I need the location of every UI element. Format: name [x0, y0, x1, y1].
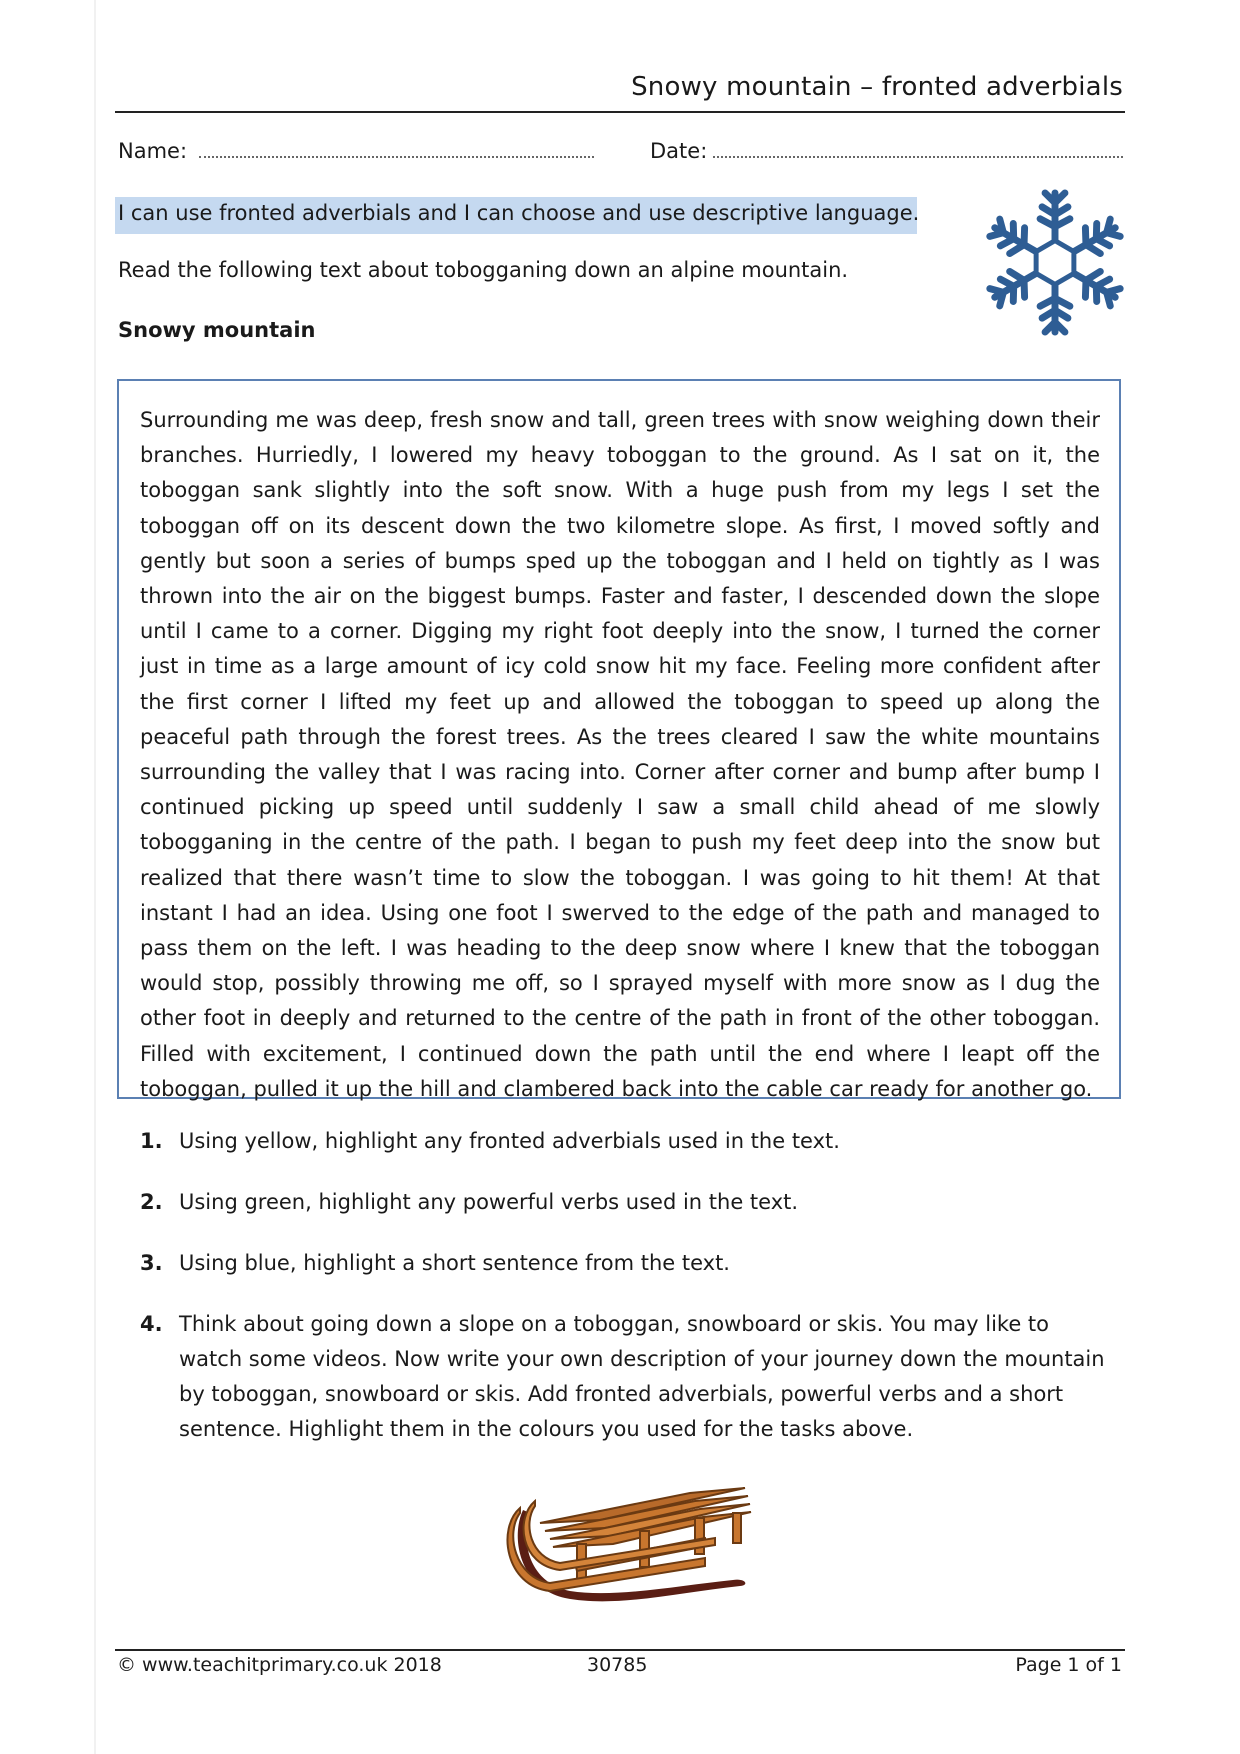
task-text: Using blue, highlight a short sentence from the text. [179, 1251, 730, 1275]
name-label: Name: [118, 139, 188, 163]
name-field [118, 139, 594, 163]
name-dotted-line [199, 142, 594, 158]
task-item [140, 1307, 1115, 1447]
learning-objective [115, 197, 920, 234]
date-field [650, 139, 1123, 163]
task-text: Using yellow, highlight any fronted adverbials used in the text. [179, 1129, 840, 1153]
snowflake-icon [985, 185, 1125, 340]
page-title: Snowy mountain – fronted adverbials [631, 72, 1123, 102]
date-label: Date: [650, 139, 708, 163]
footer-copyright: © www.teachitprimary.co.uk 2018 [117, 1654, 442, 1676]
intro-text: Read the following text about tobogganing down an alpine mountain. [118, 258, 849, 282]
task-number: 4. [140, 1312, 163, 1336]
story-text: Surrounding me was deep, fresh snow and tall, green trees with snow weighing down their branches. Hurriedly, I lowered my heavy toboggan to the ground. As I sat on it, the toboggan sank slightly into the soft snow. With a huge push from my legs I set the toboggan off on its descent down the two kilometre slope. As first, I moved softly and gently but soon a series of bumps sped up the toboggan and I held on tightly as I was thrown into the air on the biggest bumps. Faster and faster, I descended down the slope until I came to a corner. Digging my right foot deeply into the snow, I turned the corner just in time as a large amount of icy cold snow hit my face. Feeling more confident after the first corner I lifted my feet up and allowed the toboggan to speed up along the peaceful path through the forest trees. As the trees cleared I saw the white mountains surrounding the valley that I was racing into. Corner after corner and bump after bump I continued picking up speed until suddenly I saw a small child ahead of me slowly tobogganing in the centre of the path. I began to push my feet deep into the snow but realized that there wasn’t time to slow the toboggan. I was going to hit them! At that instant I had an idea. Using one foot I swerved to the edge of the path and managed to pass them on the left. I was heading to the deep snow where I knew that the toboggan would stop, possibly throwing me off, so I sprayed myself with more snow as I dug the other foot in deeply and returned to the centre of the path in front of the other toboggan. Filled with excitement, I continued down the path until the end where I leapt off the toboggan, pulled it up the hill and clambered back into the cable car ready for another go. [140, 408, 1100, 1101]
task-list [140, 1124, 1115, 1473]
task-text: Think about going down a slope on a toboggan, snowboard or skis. You may like to watch some videos. Now write your own description of your journey down the mountain by toboggan, snowboard or skis. Add fronted adverbials, powerful verbs and a short sentence. Highlight them in the colours you used for the tasks above. [179, 1312, 1105, 1441]
page-margin-line [94, 0, 96, 1754]
story-heading: Snowy mountain [118, 318, 316, 342]
footer-rule [115, 1649, 1125, 1651]
task-item [140, 1124, 1115, 1159]
task-number: 3. [140, 1251, 163, 1275]
learning-objective-text: I can use fronted adverbials and I can choose and use descriptive language. [118, 201, 920, 225]
header-rule [115, 111, 1125, 113]
task-text: Using green, highlight any powerful verbs used in the text. [179, 1190, 799, 1214]
task-item [140, 1246, 1115, 1281]
footer-page-number: Page 1 of 1 [1015, 1654, 1122, 1676]
task-number: 1. [140, 1129, 163, 1153]
task-item [140, 1185, 1115, 1220]
sledge-image [505, 1468, 755, 1618]
footer-resource-code: 30785 [587, 1654, 648, 1676]
task-number: 2. [140, 1190, 163, 1214]
date-dotted-line [713, 142, 1123, 158]
